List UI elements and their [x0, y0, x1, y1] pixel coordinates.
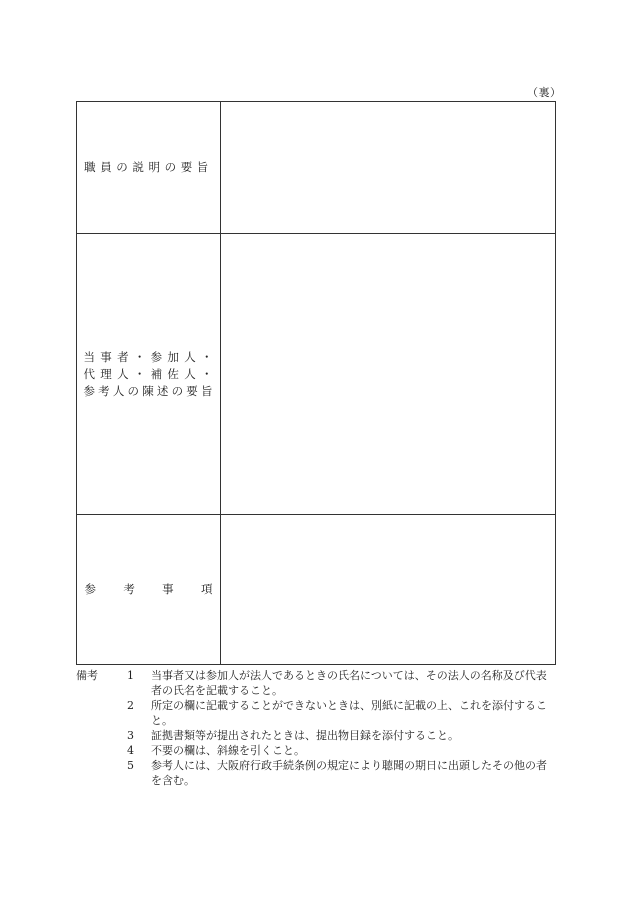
notes-section — [76, 668, 556, 788]
note-number: 4 — [127, 744, 134, 757]
note-item — [76, 728, 556, 743]
staff-explanation-label: 職員の説明の要旨 — [84, 160, 213, 174]
label-cell — [77, 102, 221, 233]
page-side-label: （裏） — [527, 86, 562, 99]
note-number: 3 — [127, 729, 134, 742]
reference-matters-field[interactable] — [221, 515, 555, 664]
reference-matters-label-char: 項 — [200, 582, 213, 596]
hearing-record-table — [76, 101, 556, 665]
note-number: 5 — [127, 759, 134, 772]
note-text: 参考人には、大阪府行政手続条例の規定により聴聞の期日に出頭したその他の者を含む。 — [151, 759, 547, 787]
party-statements-label-line: 参考人の陳述の要旨 — [83, 383, 214, 398]
party-statements-label — [84, 349, 214, 400]
party-statements-field[interactable] — [221, 234, 555, 514]
party-statements-label-line: 代理人・補佐人・ — [83, 366, 214, 381]
reference-matters-label-char: 事 — [162, 582, 174, 596]
note-text: 当事者又は参加人が法人であるときの氏名については、その法人の名称及び代表者の氏名を記載すること。 — [151, 669, 547, 697]
table-row-party-statements — [77, 234, 555, 515]
label-cell — [77, 515, 221, 664]
label-cell — [77, 234, 221, 514]
note-item — [76, 668, 556, 698]
staff-explanation-field[interactable] — [221, 102, 555, 233]
note-text: 証拠書類等が提出されたときは、提出物目録を添付すること。 — [151, 729, 459, 742]
note-text: 所定の欄に記載することができないときは、別紙に記載の上、これを添付すること。 — [151, 699, 547, 727]
party-statements-label-line: 当事者・参加人・ — [83, 349, 214, 364]
reference-matters-label — [85, 581, 213, 598]
reference-matters-label-char: 考 — [123, 582, 135, 596]
note-text: 不要の欄は、斜線を引くこと。 — [151, 744, 305, 757]
table-row-staff-explanation — [77, 102, 555, 234]
reference-matters-label-char: 参 — [84, 582, 96, 596]
note-item — [76, 743, 556, 758]
note-number: 2 — [127, 699, 134, 712]
note-item — [76, 758, 556, 788]
table-row-reference-matters — [77, 515, 555, 664]
note-number: 1 — [127, 669, 134, 682]
notes-heading: 備考 — [76, 669, 98, 682]
note-item — [76, 698, 556, 728]
